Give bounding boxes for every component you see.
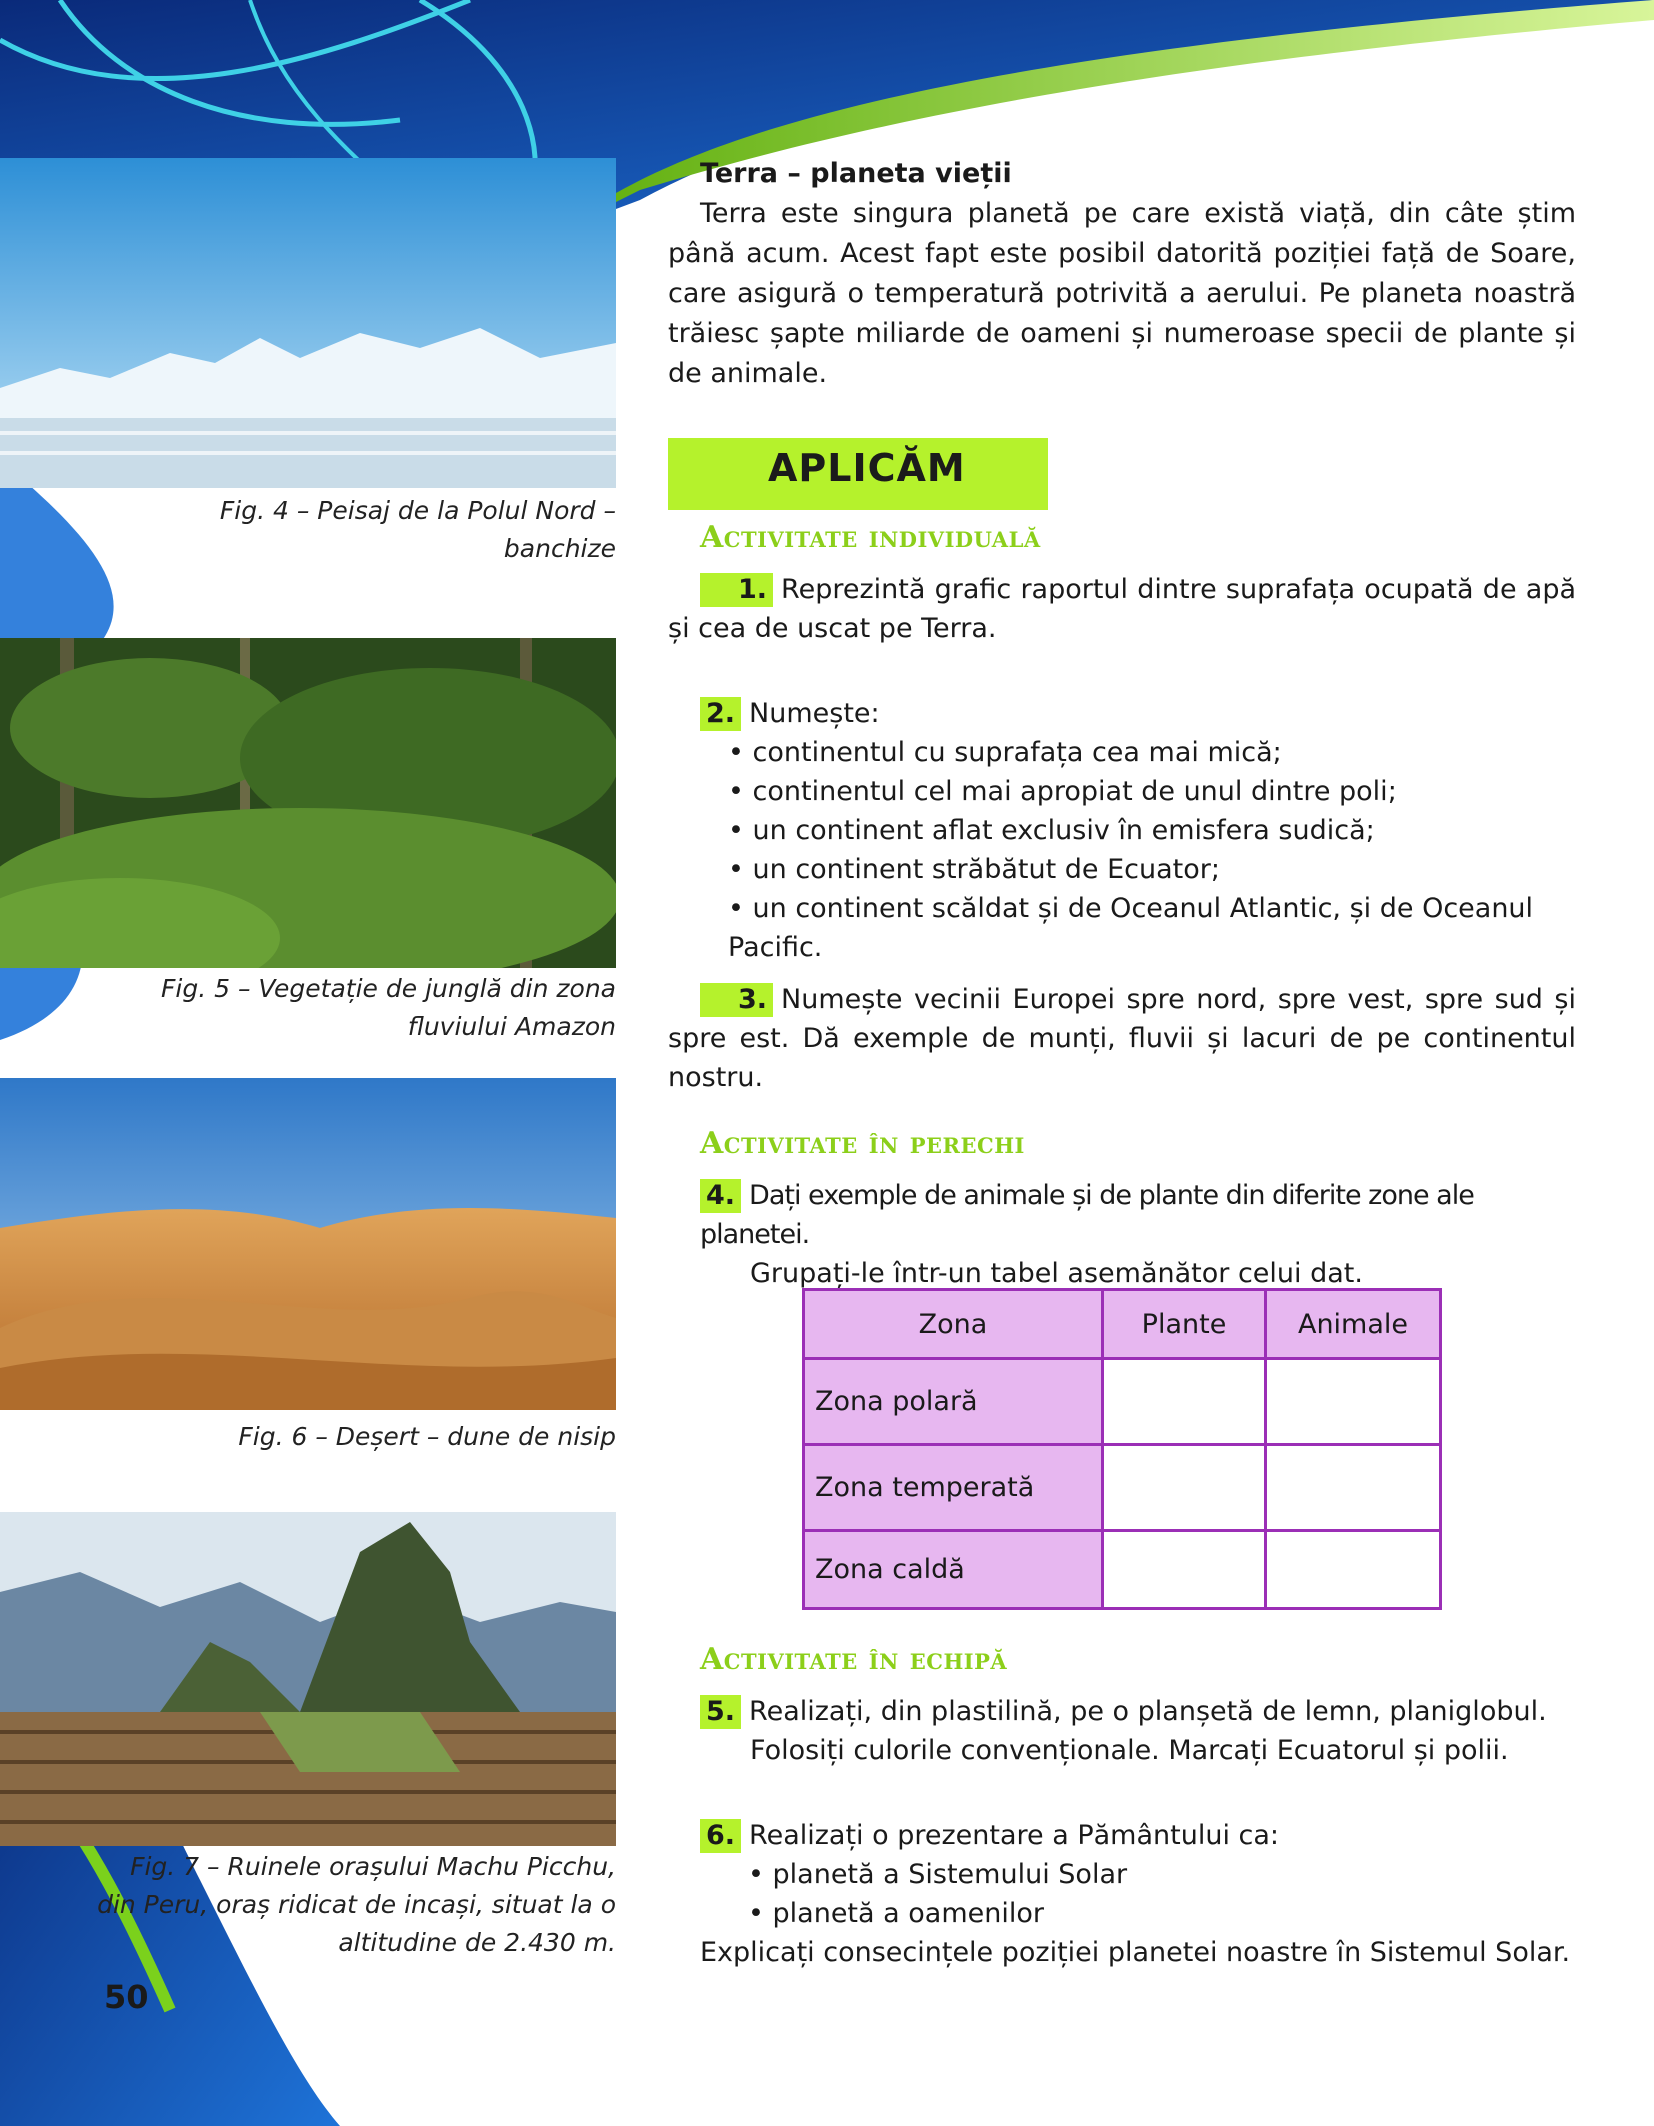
task-6-footer: Explicați consecințele poziției planetei noastre în Sistemul Solar. bbox=[700, 1937, 1571, 1968]
animals-cell[interactable] bbox=[1266, 1359, 1441, 1445]
task-text: Dați exemple de animale și de plante din diferite zone ale planetei. bbox=[700, 1180, 1474, 1250]
intro-title: Terra – planeta vieții bbox=[700, 158, 1012, 189]
task-2-bullets bbox=[700, 733, 1576, 967]
aplicam-banner bbox=[668, 438, 1048, 510]
figure-6-caption: Fig. 6 – Deșert – dune de nisip bbox=[238, 1422, 616, 1451]
task-5 bbox=[700, 1692, 1576, 1770]
task-text: Realizați, din plastilină, pe o planșetă de lemn, planiglobul. bbox=[749, 1696, 1547, 1727]
task-3 bbox=[668, 980, 1576, 1097]
task-number: 4. bbox=[700, 1179, 741, 1213]
list-item: • planetă a oamenilor bbox=[748, 1894, 1576, 1933]
table-row bbox=[804, 1445, 1441, 1531]
list-item: • un continent străbătut de Ecuator; bbox=[728, 850, 1576, 889]
zone-cell: Zona caldă bbox=[804, 1531, 1103, 1609]
task-text: Numește vecinii Europei spre nord, spre vest, spre sud și spre est. Dă exemple de munți, fluvii și lacuri de pe continentul nostru. bbox=[668, 984, 1576, 1093]
task-number: 1. bbox=[700, 573, 773, 607]
photo-arctic bbox=[0, 158, 616, 488]
animals-cell[interactable] bbox=[1266, 1531, 1441, 1609]
intro-text: Terra este singura planetă pe care există viață, din câte știm până acum. Acest fapt este posibil datorită poziției față de Soare, care asigură o temperatură potrivită a aerului. Pe planeta noastră trăiesc șapte miliarde de oameni și numeroase specii de plante și de animale. bbox=[668, 198, 1576, 389]
table-row bbox=[804, 1359, 1441, 1445]
task-text-line2: Folosiți culorile convenționale. Marcați Ecuatorul și polii. bbox=[750, 1735, 1509, 1766]
list-item: • un continent scăldat și de Oceanul Atlantic, și de Oceanul Pacific. bbox=[728, 889, 1576, 967]
photo-machu-picchu bbox=[0, 1512, 616, 1846]
figure-4-caption: Fig. 4 – Peisaj de la Polul Nord – banchize bbox=[219, 496, 616, 563]
task-number: 2. bbox=[700, 697, 741, 731]
list-item: • continentul cu suprafața cea mai mică; bbox=[728, 733, 1576, 772]
section-individual: Activitate individuală bbox=[700, 520, 1041, 555]
task-6-bullets bbox=[700, 1855, 1576, 1933]
plants-cell[interactable] bbox=[1103, 1359, 1266, 1445]
task-4 bbox=[700, 1176, 1576, 1293]
photo-desert bbox=[0, 1078, 616, 1410]
zone-cell: Zona polară bbox=[804, 1359, 1103, 1445]
task-number: 3. bbox=[700, 983, 773, 1017]
task-2 bbox=[700, 694, 1576, 967]
task-number: 5. bbox=[700, 1695, 741, 1729]
photo-jungle bbox=[0, 638, 616, 968]
section-pairs: Activitate în perechi bbox=[700, 1126, 1025, 1161]
task-text: Numește: bbox=[749, 698, 880, 729]
intro-block bbox=[668, 154, 1576, 394]
list-item: • planetă a Sistemului Solar bbox=[748, 1855, 1576, 1894]
task-text: Reprezintă grafic raportul dintre suprafața ocupată de apă și cea de uscat pe Terra. bbox=[668, 574, 1576, 644]
table-header: Zona bbox=[804, 1290, 1103, 1359]
task-number: 6. bbox=[700, 1819, 741, 1853]
task-text: Realizați o prezentare a Pământului ca: bbox=[749, 1820, 1280, 1851]
aplicam-title: APLICĂM bbox=[768, 446, 966, 490]
figure-5-caption: Fig. 5 – Vegetație de junglă din zona fluviului Amazon bbox=[161, 974, 616, 1041]
table-row bbox=[804, 1531, 1441, 1609]
zones-table bbox=[802, 1288, 1442, 1610]
task-6 bbox=[700, 1816, 1576, 1972]
animals-cell[interactable] bbox=[1266, 1445, 1441, 1531]
table-header: Animale bbox=[1266, 1290, 1441, 1359]
task-text-line2: Grupați-le într-un tabel asemănător celui dat. bbox=[750, 1258, 1363, 1289]
plants-cell[interactable] bbox=[1103, 1531, 1266, 1609]
table-header: Plante bbox=[1103, 1290, 1266, 1359]
figure-7-caption: Fig. 7 – Ruinele orașului Machu Picchu, din Peru, oraș ridicat de incași, situat la o altitudine de 2.430 m. bbox=[97, 1852, 616, 1957]
task-1 bbox=[668, 570, 1576, 648]
list-item: • un continent aflat exclusiv în emisfera sudică; bbox=[728, 811, 1576, 850]
zone-cell: Zona temperată bbox=[804, 1445, 1103, 1531]
table-header-row bbox=[804, 1290, 1441, 1359]
list-item: • continentul cel mai apropiat de unul dintre poli; bbox=[728, 772, 1576, 811]
page-number: 50 bbox=[104, 1978, 149, 2016]
plants-cell[interactable] bbox=[1103, 1445, 1266, 1531]
section-team: Activitate în echipă bbox=[700, 1642, 1008, 1677]
